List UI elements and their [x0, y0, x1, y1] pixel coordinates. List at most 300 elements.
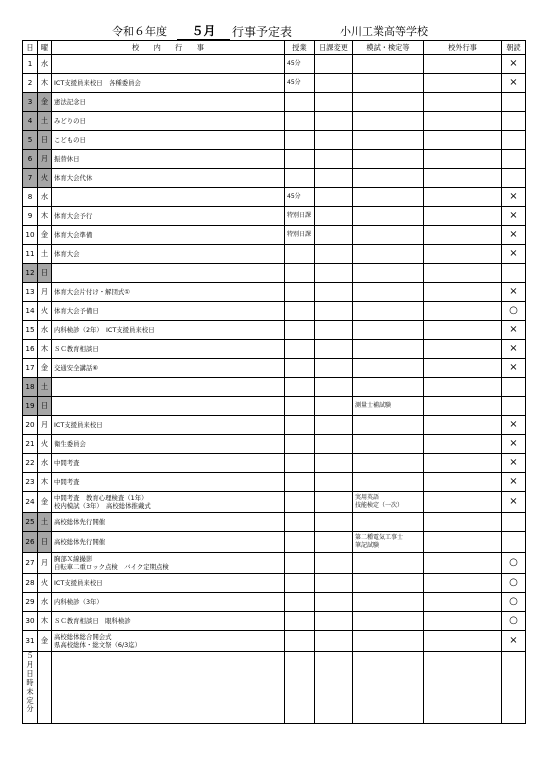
schedule-change-cell — [315, 131, 353, 150]
event-line: ＳＣ教育相談日 眼科検診 — [54, 617, 131, 625]
external-cell — [424, 532, 502, 553]
exam-cell — [353, 513, 424, 532]
col-exams: 模試・検定等 — [353, 41, 424, 55]
external-cell — [424, 74, 502, 93]
event-cell — [52, 378, 285, 397]
event-cell — [52, 532, 285, 553]
external-cell — [424, 553, 502, 574]
external-cell — [424, 131, 502, 150]
exam-cell — [353, 435, 424, 454]
reading-cell: × — [502, 631, 526, 652]
external-cell — [424, 612, 502, 631]
lesson-cell — [285, 553, 315, 574]
weekday-cell: 土 — [38, 513, 52, 532]
exam-line: 筆記試験 — [355, 542, 380, 549]
table-row — [23, 513, 526, 532]
exam-cell — [353, 454, 424, 473]
day-cell: 31 — [23, 631, 38, 652]
weekday-cell: 土 — [38, 112, 52, 131]
weekday-cell: 土 — [38, 245, 52, 264]
col-weekday: 曜 — [38, 41, 52, 55]
document-title: 行事予定表 — [232, 25, 293, 39]
lesson-cell — [285, 492, 315, 513]
event-cell — [52, 169, 285, 188]
lesson-cell — [285, 264, 315, 283]
schedule-change-cell — [315, 631, 353, 652]
reading-cell: ○ — [502, 593, 526, 612]
schedule-change-cell — [315, 245, 353, 264]
weekday-cell: 金 — [38, 631, 52, 652]
event-cell — [52, 264, 285, 283]
reading-cell: × — [502, 416, 526, 435]
event-cell — [52, 612, 285, 631]
reading-cell: ○ — [502, 553, 526, 574]
external-cell — [424, 513, 502, 532]
exam-cell — [353, 283, 424, 302]
external-cell — [424, 435, 502, 454]
table-row — [23, 416, 526, 435]
day-cell: 24 — [23, 492, 38, 513]
weekday-cell: 土 — [38, 378, 52, 397]
day-cell: 6 — [23, 150, 38, 169]
table-row — [23, 283, 526, 302]
weekday-cell: 水 — [38, 321, 52, 340]
day-cell: 7 — [23, 169, 38, 188]
reading-cell — [502, 150, 526, 169]
day-cell: 28 — [23, 574, 38, 593]
lesson-cell: 特別日課 — [285, 226, 315, 245]
event-line: ICT支援員来校日 — [54, 421, 103, 429]
event-cell — [52, 553, 285, 574]
table-row — [23, 574, 526, 593]
exam-line: 実用英語 — [355, 494, 380, 501]
day-cell: 9 — [23, 207, 38, 226]
external-cell — [424, 264, 502, 283]
table-row — [23, 359, 526, 378]
event-line: ICT支援員来校日 — [54, 579, 103, 587]
weekday-cell: 火 — [38, 574, 52, 593]
reading-cell: × — [502, 207, 526, 226]
weekday-cell: 日 — [38, 397, 52, 416]
schedule-change-cell — [315, 574, 353, 593]
day-cell: 25 — [23, 513, 38, 532]
day-cell: 11 — [23, 245, 38, 264]
day-cell: 4 — [23, 112, 38, 131]
day-cell: 2 — [23, 74, 38, 93]
col-lesson: 授業 — [285, 41, 315, 55]
event-line: 高校総体先行開催 — [54, 538, 106, 546]
exam-line: 測量士補試験 — [355, 402, 392, 409]
day-cell: 10 — [23, 226, 38, 245]
lesson-cell: 特別日課 — [285, 207, 315, 226]
school-name: 小川工業高等学校 — [340, 25, 428, 38]
event-cell — [52, 435, 285, 454]
schedule-change-cell — [315, 473, 353, 492]
day-cell: 30 — [23, 612, 38, 631]
reading-cell: × — [502, 245, 526, 264]
event-line: 内科検診（3年） — [54, 598, 103, 606]
day-cell: 20 — [23, 416, 38, 435]
weekday-cell: 日 — [38, 532, 52, 553]
event-cell — [52, 473, 285, 492]
reading-cell: × — [502, 188, 526, 207]
lesson-cell — [285, 435, 315, 454]
undetermined-label — [23, 652, 38, 724]
lesson-cell — [285, 378, 315, 397]
event-line: 交通安全講話⑥ — [54, 364, 99, 372]
event-line: 衛生委員会 — [54, 440, 86, 448]
table-row — [23, 150, 526, 169]
event-line: 高校総体総合開会式 — [54, 633, 112, 641]
external-cell — [424, 55, 502, 74]
lesson-cell — [285, 245, 315, 264]
exam-cell — [353, 150, 424, 169]
schedule-change-cell — [315, 416, 353, 435]
reading-cell: × — [502, 55, 526, 74]
table-row — [23, 264, 526, 283]
weekday-cell: 木 — [38, 340, 52, 359]
event-cell — [52, 574, 285, 593]
schedule-change-cell — [315, 55, 353, 74]
schedule-change-cell — [315, 112, 353, 131]
event-line: 体育大会予行 — [54, 212, 93, 220]
weekday-cell: 火 — [38, 435, 52, 454]
day-cell: 29 — [23, 593, 38, 612]
event-line: 県高校総体・総文祭（6/3迄） — [54, 641, 141, 649]
exam-cell — [353, 631, 424, 652]
day-cell: 22 — [23, 454, 38, 473]
weekday-cell: 木 — [38, 74, 52, 93]
external-cell — [424, 188, 502, 207]
event-cell — [52, 93, 285, 112]
weekday-cell: 水 — [38, 55, 52, 74]
day-cell: 15 — [23, 321, 38, 340]
exam-line: 第二種電気工事士 — [355, 534, 404, 541]
day-cell: 18 — [23, 378, 38, 397]
event-cell — [52, 416, 285, 435]
lesson-cell — [285, 574, 315, 593]
col-events: 校 内 行 事 — [52, 41, 285, 55]
exam-cell — [353, 169, 424, 188]
reading-cell — [502, 397, 526, 416]
event-line: 体育大会準備 — [54, 231, 93, 239]
footer-label-char: 定 — [26, 695, 34, 705]
event-line: 体育大会予備日 — [54, 307, 99, 315]
lesson-cell — [285, 93, 315, 112]
exam-cell — [353, 131, 424, 150]
external-cell — [424, 359, 502, 378]
event-line: 中間考査 教育心理検査（1年） — [54, 494, 148, 502]
reading-cell: ○ — [502, 302, 526, 321]
weekday-cell: 月 — [38, 416, 52, 435]
table-row — [23, 112, 526, 131]
external-cell — [424, 492, 502, 513]
reading-cell — [502, 378, 526, 397]
event-line: 校内模試（3年） 高校総体推戴式 — [54, 502, 151, 510]
table-row — [23, 207, 526, 226]
table-row — [23, 131, 526, 150]
event-cell — [52, 112, 285, 131]
table-row — [23, 378, 526, 397]
weekday-cell: 日 — [38, 264, 52, 283]
weekday-cell: 月 — [38, 283, 52, 302]
weekday-cell: 月 — [38, 150, 52, 169]
reading-cell — [502, 93, 526, 112]
footer-label-char: 未 — [26, 686, 34, 696]
exam-cell — [353, 593, 424, 612]
event-cell — [52, 150, 285, 169]
reading-cell — [502, 169, 526, 188]
event-cell — [52, 245, 285, 264]
table-row — [23, 74, 526, 93]
exam-cell — [353, 245, 424, 264]
event-line: 憲法記念日 — [54, 98, 86, 106]
exam-cell — [353, 74, 424, 93]
external-cell — [424, 283, 502, 302]
lesson-cell — [285, 416, 315, 435]
event-cell — [52, 207, 285, 226]
lesson-cell — [285, 131, 315, 150]
weekday-cell: 木 — [38, 473, 52, 492]
event-line: 自転車二重ロック点検 バイク定期点検 — [54, 563, 169, 571]
weekday-cell: 水 — [38, 593, 52, 612]
day-cell: 21 — [23, 435, 38, 454]
day-cell: 8 — [23, 188, 38, 207]
external-cell — [424, 226, 502, 245]
col-schedule-change: 日課変更 — [315, 41, 353, 55]
table-row — [23, 226, 526, 245]
exam-cell — [353, 93, 424, 112]
schedule-change-cell — [315, 513, 353, 532]
weekday-cell: 水 — [38, 188, 52, 207]
schedule-change-cell — [315, 454, 353, 473]
schedule-change-cell — [315, 150, 353, 169]
table-row — [23, 553, 526, 574]
external-cell — [424, 631, 502, 652]
day-cell: 23 — [23, 473, 38, 492]
table-row — [23, 532, 526, 553]
schedule-change-cell — [315, 532, 353, 553]
lesson-cell: 45分 — [285, 55, 315, 74]
col-day: 日 — [23, 41, 38, 55]
external-cell — [424, 416, 502, 435]
exam-cell — [353, 574, 424, 593]
external-cell — [424, 112, 502, 131]
weekday-cell: 金 — [38, 226, 52, 245]
exam-cell — [353, 321, 424, 340]
schedule-change-cell — [315, 188, 353, 207]
undetermined-row — [23, 652, 526, 724]
event-cell — [52, 593, 285, 612]
reading-cell — [502, 532, 526, 553]
event-line: みどりの日 — [54, 117, 86, 125]
exam-cell — [353, 612, 424, 631]
table-row — [23, 55, 526, 74]
table-row — [23, 340, 526, 359]
day-cell: 27 — [23, 553, 38, 574]
lesson-cell — [285, 397, 315, 416]
external-cell — [424, 302, 502, 321]
schedule-change-cell — [315, 593, 353, 612]
event-cell — [52, 226, 285, 245]
weekday-cell: 木 — [38, 612, 52, 631]
lesson-cell — [285, 302, 315, 321]
weekday-cell: 金 — [38, 359, 52, 378]
event-line: 体育大会片付け・解団式① — [54, 288, 131, 296]
reading-cell: × — [502, 74, 526, 93]
lesson-cell — [285, 321, 315, 340]
weekday-cell: 水 — [38, 454, 52, 473]
lesson-cell — [285, 631, 315, 652]
reading-cell: × — [502, 454, 526, 473]
weekday-cell: 金 — [38, 492, 52, 513]
event-line: 体育大会代休 — [54, 174, 93, 182]
external-cell — [424, 150, 502, 169]
lesson-cell: 45分 — [285, 74, 315, 93]
exam-cell — [353, 553, 424, 574]
table-row — [23, 473, 526, 492]
event-line: 胸部Ｘ線撮影 — [54, 555, 93, 563]
event-cell — [52, 55, 285, 74]
reading-cell: × — [502, 359, 526, 378]
external-cell — [424, 397, 502, 416]
schedule-change-cell — [315, 264, 353, 283]
lesson-cell — [285, 112, 315, 131]
lesson-cell: 45分 — [285, 188, 315, 207]
reading-cell: × — [502, 321, 526, 340]
col-external: 校外行事 — [424, 41, 502, 55]
header-row — [23, 41, 526, 55]
exam-cell — [353, 397, 424, 416]
reading-cell — [502, 131, 526, 150]
lesson-cell — [285, 340, 315, 359]
exam-line: 技能検定（一次） — [355, 502, 404, 509]
exam-cell — [353, 492, 424, 513]
fiscal-year: 令和６年度 — [112, 25, 167, 38]
exam-cell — [353, 55, 424, 74]
event-cell — [52, 397, 285, 416]
external-cell — [424, 378, 502, 397]
exam-cell — [353, 340, 424, 359]
exam-cell — [353, 188, 424, 207]
event-cell — [52, 631, 285, 652]
reading-cell: ○ — [502, 612, 526, 631]
weekday-cell: 月 — [38, 553, 52, 574]
event-cell — [52, 74, 285, 93]
event-cell — [52, 321, 285, 340]
event-cell — [52, 513, 285, 532]
schedule-change-cell — [315, 169, 353, 188]
lesson-cell — [285, 473, 315, 492]
external-cell — [424, 574, 502, 593]
footer-label-char: 月 — [26, 659, 34, 669]
table-row — [23, 321, 526, 340]
schedule-change-cell — [315, 321, 353, 340]
event-line: 体育大会 — [54, 250, 80, 258]
event-cell — [52, 359, 285, 378]
schedule-table — [22, 40, 526, 724]
exam-cell — [353, 226, 424, 245]
reading-cell — [502, 513, 526, 532]
day-cell: 16 — [23, 340, 38, 359]
event-cell — [52, 283, 285, 302]
exam-cell — [353, 207, 424, 226]
footer-label-char: 日 — [26, 668, 34, 678]
event-cell — [52, 302, 285, 321]
reading-cell: × — [502, 492, 526, 513]
lesson-cell — [285, 454, 315, 473]
col-reading: 朝読 — [502, 41, 526, 55]
event-cell — [52, 454, 285, 473]
reading-cell: × — [502, 283, 526, 302]
event-line: こどもの日 — [54, 136, 86, 144]
event-line: 中間考査 — [54, 478, 80, 486]
schedule-change-cell — [315, 207, 353, 226]
month-label: ５月 — [177, 24, 230, 40]
title-bar — [0, 24, 539, 40]
table-row — [23, 93, 526, 112]
exam-cell — [353, 302, 424, 321]
lesson-cell — [285, 283, 315, 302]
event-line: 内科検診（2年） ICT支援員来校日 — [54, 326, 155, 334]
event-line: ICT支援員来校日 各種委員会 — [54, 79, 141, 87]
exam-cell — [353, 264, 424, 283]
exam-cell — [353, 473, 424, 492]
schedule-change-cell — [315, 74, 353, 93]
schedule-change-cell — [315, 359, 353, 378]
weekday-cell: 日 — [38, 131, 52, 150]
table-row — [23, 435, 526, 454]
table-row — [23, 454, 526, 473]
reading-cell — [502, 264, 526, 283]
lesson-cell — [285, 169, 315, 188]
external-cell — [424, 321, 502, 340]
lesson-cell — [285, 612, 315, 631]
event-cell — [52, 340, 285, 359]
exam-cell — [353, 416, 424, 435]
external-cell — [424, 169, 502, 188]
event-line: 高校総体先行開催 — [54, 518, 106, 526]
lesson-cell — [285, 513, 315, 532]
table-row — [23, 492, 526, 513]
weekday-cell: 火 — [38, 169, 52, 188]
schedule-change-cell — [315, 93, 353, 112]
table-row — [23, 245, 526, 264]
day-cell: 17 — [23, 359, 38, 378]
exam-cell — [353, 378, 424, 397]
weekday-cell: 火 — [38, 302, 52, 321]
reading-cell: × — [502, 226, 526, 245]
table-row — [23, 397, 526, 416]
schedule-change-cell — [315, 283, 353, 302]
weekday-cell: 金 — [38, 93, 52, 112]
external-cell — [424, 340, 502, 359]
day-cell: 19 — [23, 397, 38, 416]
event-line: 中間考査 — [54, 459, 80, 467]
external-cell — [424, 245, 502, 264]
table-row — [23, 631, 526, 652]
schedule-change-cell — [315, 302, 353, 321]
reading-cell: × — [502, 473, 526, 492]
footer-label-char: 時 — [26, 677, 34, 687]
footer-label-char: 分 — [26, 704, 34, 714]
lesson-cell — [285, 593, 315, 612]
event-cell — [52, 131, 285, 150]
schedule-change-cell — [315, 226, 353, 245]
table-row — [23, 302, 526, 321]
exam-cell — [353, 112, 424, 131]
table-row — [23, 593, 526, 612]
